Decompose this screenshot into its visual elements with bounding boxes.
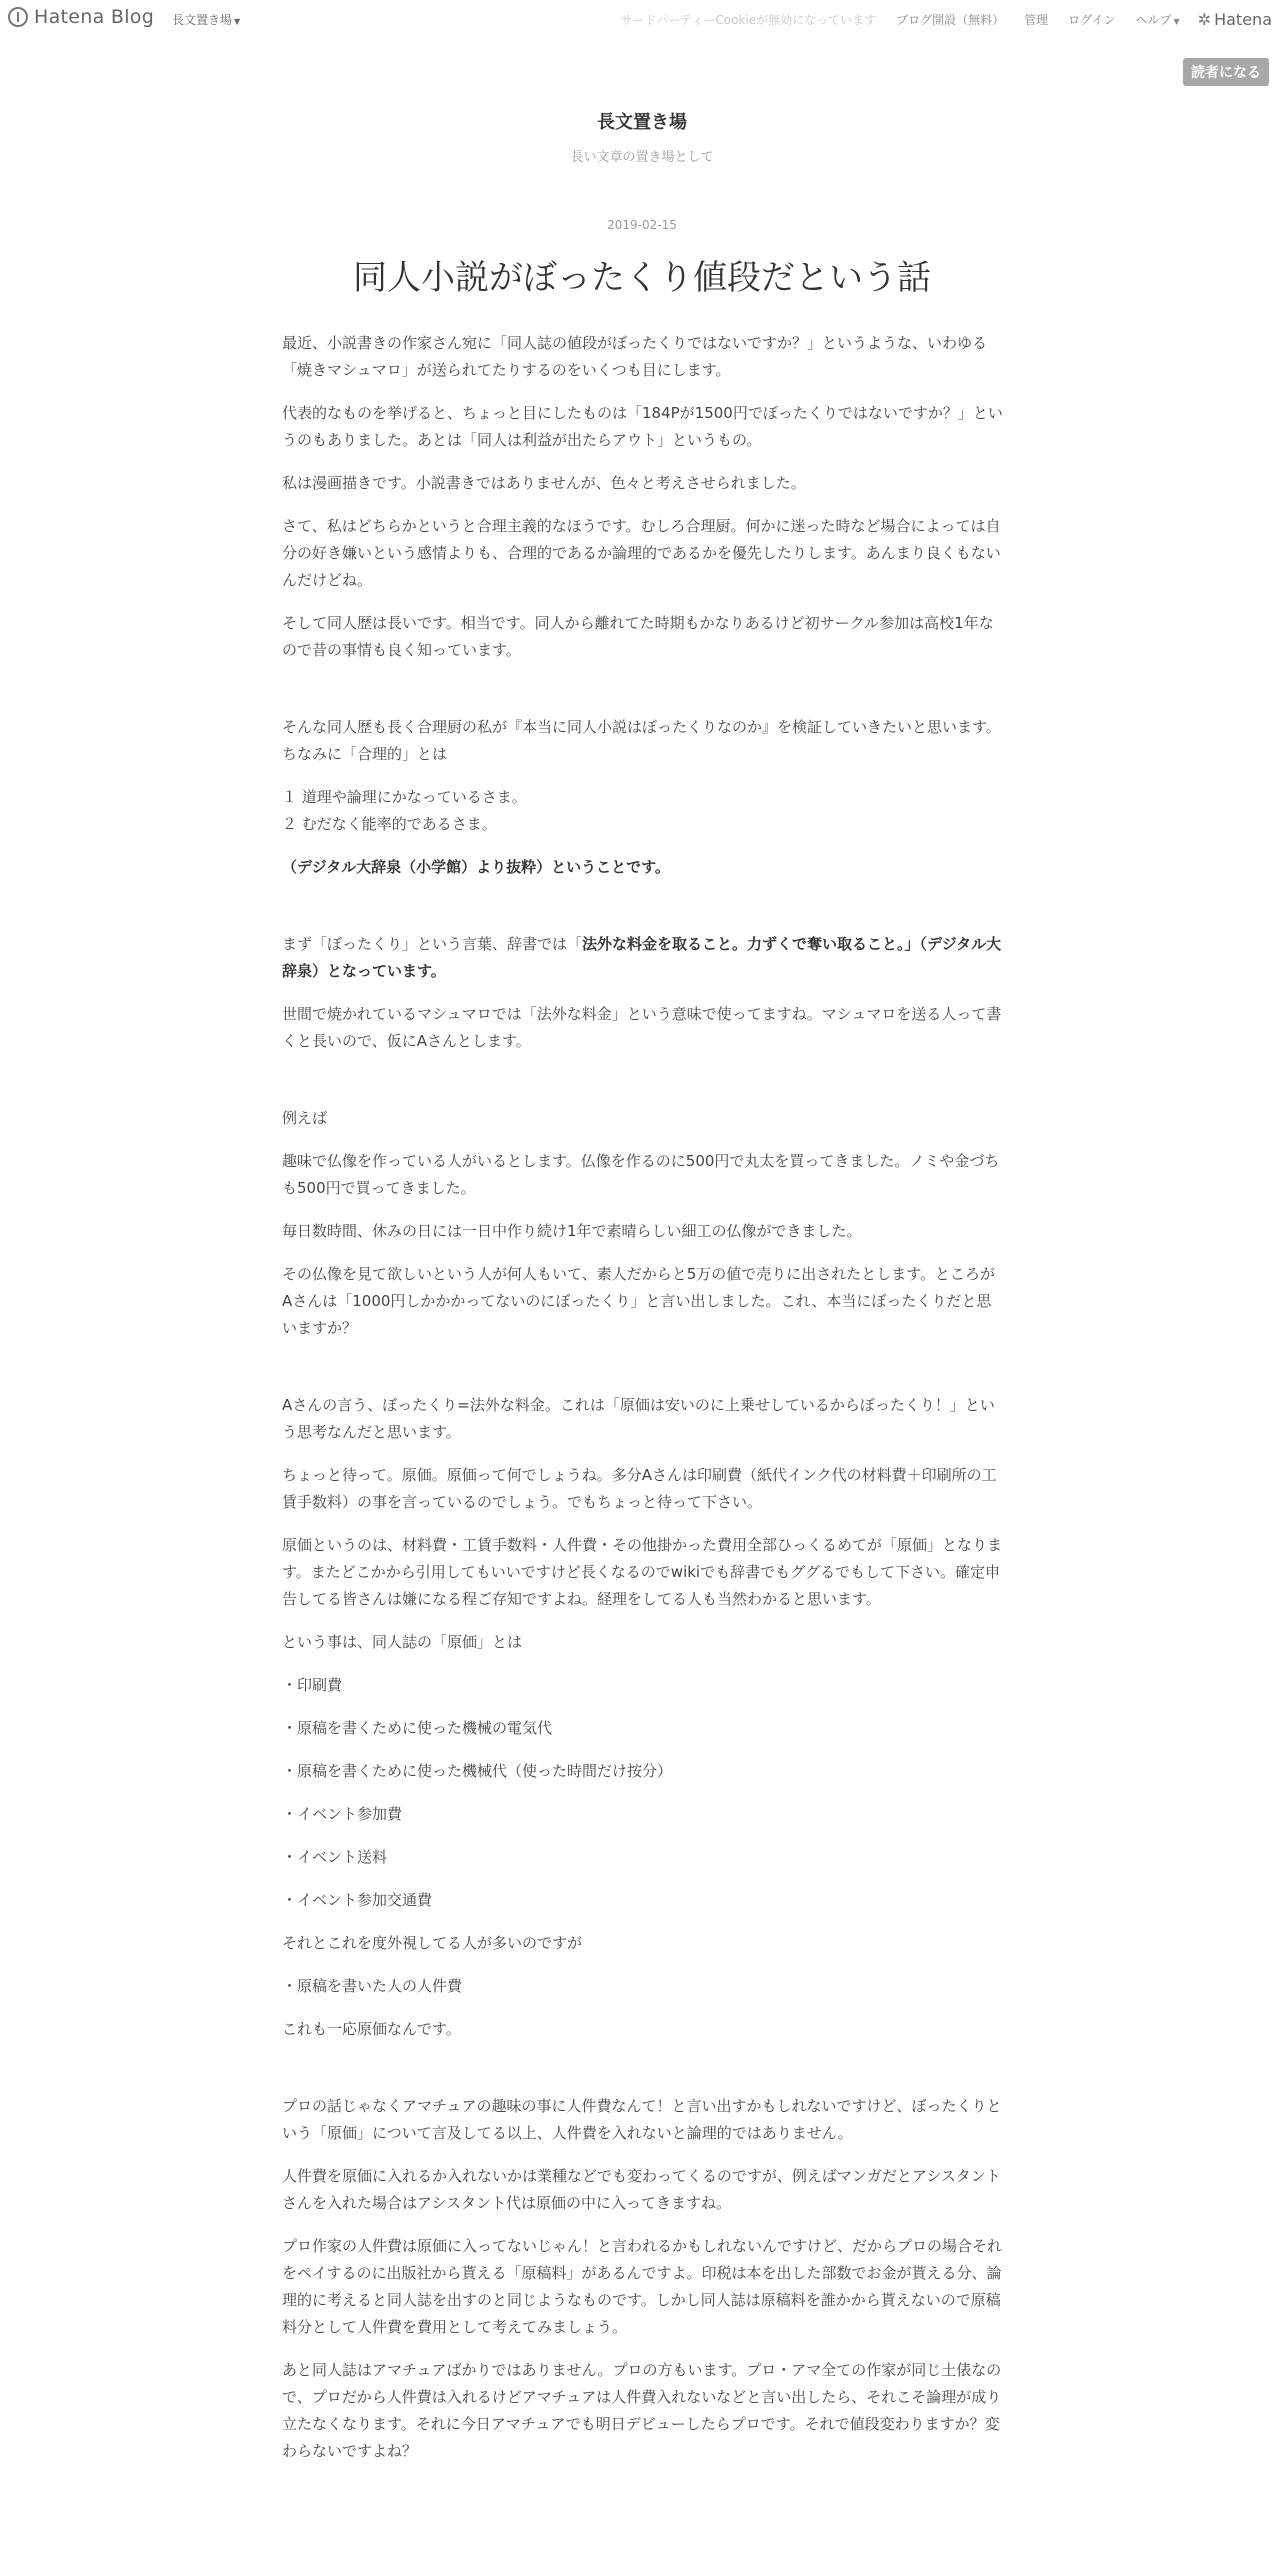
cookie-notice[interactable]: サードパーティーCookieが無効になっています [620, 13, 877, 27]
post-title[interactable]: 同人小説がぼったくり値段だという話 [353, 258, 931, 298]
brand-name: Hatena Blog [34, 6, 155, 28]
help-menu[interactable] [1136, 11, 1180, 28]
spacer [282, 1071, 1004, 1105]
blog-switcher[interactable] [172, 11, 240, 28]
hatena-link[interactable] [1198, 10, 1272, 29]
header-nav [601, 10, 1272, 29]
paragraph: という事は、同人誌の「原価」とは [282, 1633, 523, 1651]
emphasized-definition: 法外な料金を取ること。力ずくで奪い取ること。」（デジタル大辞泉）となっています。 [282, 935, 1002, 980]
paragraph: 最近、小説書きの作家さん宛に「同人誌の値段がぼったくりではないですか？」というような、いわゆる「焼きマシュマロ」が送られてたりするのをいくつも目にします。 [282, 334, 988, 379]
chevron-down-icon: ▼ [1173, 17, 1180, 26]
paragraph: それとこれを度外視してる人が多いのですが [282, 1934, 583, 1952]
list-item: ・原稿を書いた人の人件費 [282, 1977, 463, 1995]
paragraph: 私は漫画描きです。小説書きではありませんが、色々と考えさせられました。 [282, 474, 806, 492]
spacer [282, 897, 1004, 931]
hatena-blog-logo-icon [8, 7, 28, 27]
paragraph-text: まず「ぼったくり」という言葉、辞書では「 [282, 935, 583, 953]
paragraph: プロ作家の人件費は原価に入ってないじゃん！と言われるかもしれないんですけど、だからプロの場合それをペイするのに出版社から貰える「原稿料」があるんですよ。印税は本を出した部数でお金が貰える分、論理的に考えると同人誌を出すのと同じようなものです。しかし同人誌は原稿料を誰かから貰えないので原稿料分として人件費を費用として考えてみましょう。 [282, 2237, 1003, 2336]
blog-title[interactable]: 長文置き場 [597, 112, 687, 133]
spacer [282, 1358, 1004, 1392]
hatena-label: Hatena [1214, 10, 1272, 29]
list-item: ・イベント参加費 [282, 1805, 403, 1823]
spacer [282, 2059, 1004, 2093]
paragraph: 原価というのは、材料費・工賃手数料・人件費・その他掛かった費用全部ひっくるめてが「原価」となります。またどこかから引用してもいいですけど長くなるのでwikiでも辞書でもググるでもして下さい。確定申告してる皆さんは嫌になる程ご存知ですよね。経理をしてる人も当然わかると思います。 [282, 1536, 1003, 1608]
paragraph: そんな同人歴も長く合理厨の私が『本当に同人小説はぼったくりなのか』を検証していきたいと思います。ちなみに「合理的」とは [282, 718, 1001, 763]
paragraph: さて、私はどちらかというと合理主義的なほうです。むしろ合理厨。何かに迷った時など場合によっては自分の好き嫌いという感情よりも、合理的であるか論理的であるかを優先したりします。あんまり良くもないんだけどね。 [282, 517, 1001, 589]
paragraph: 毎日数時間、休みの日には一日中作り続け1年で素晴らしい細工の仏像ができました。 [282, 1222, 862, 1240]
list-item: ・イベント参加交通費 [282, 1891, 433, 1909]
paragraph: 人件費を原価に入れるか入れないかは業種などでも変わってくるのですが、例えばマンガだとアシスタントさんを入れた場合はアシスタント代は原価の中に入ってきますね。 [282, 2167, 1001, 2212]
post-date[interactable]: 2019-02-15 [607, 218, 677, 232]
subscribe-button[interactable]: 読者になる [1183, 58, 1269, 86]
paragraph: 趣味で仏像を作っている人がいるとします。仏像を作るのに500円で丸太を買ってきました。ノミや金づちも500円で買ってきました。 [282, 1152, 1000, 1197]
paragraph: プロの話じゃなくアマチュアの趣味の事に人件費なんて！と言い出すかもしれないですけど、ぼったくりという「原価」について言及してる以上、人件費を入れないと論理的ではありません。 [282, 2097, 1002, 2142]
spacer [282, 680, 1004, 714]
paragraph: Aさんの言う、ぼったくり=法外な料金。これは「原価は安いのに上乗せしているからぼったくり！」という思考なんだと思います。 [282, 1396, 995, 1441]
global-header [0, 0, 1284, 38]
paragraph: その仏像を見て欲しいという人が何人もいて、素人だからと5万の値で売りに出されたとします。ところがAさんは「1000円しかかかってないのにぼったくり」と言い出しました。これ、本当にぼったくりだと思いますか？ [282, 1265, 996, 1337]
citation: （デジタル大辞泉（小学館）より抜粋）ということです。 [282, 858, 670, 876]
definition-item: ２ むだなく能率的であるさま。 [282, 815, 497, 833]
paragraph: 代表的なものを挙げると、ちょっと目にしたものは「184Pが1500円でぼったくりではないですか？」というのもありました。あとは「同人は利益が出たらアウト」というもの。 [282, 404, 1003, 449]
definition-item: １ 道理や論理にかなっているさま。 [282, 788, 527, 806]
paragraph: これも一応原価なんです。 [282, 2020, 461, 2038]
hatena-blog-logo[interactable] [8, 6, 154, 28]
article-body [282, 330, 1004, 2481]
paragraph: ちょっと待って。原価。原価って何でしょうね。多分Aさんは印刷費（紙代インク代の材料費＋印刷所の工賃手数料）の事を言っているのでしょう。でもちょっと待って下さい。 [282, 1466, 997, 1511]
paragraph: あと同人誌はアマチュアばかりではありません。プロの方もいます。プロ・アマ全ての作家が同じ土俵なので、プロだから人件費は入れるけどアマチュアは人件費入れないなどと言い出したら、それこそ論理が成り立たなくなります。それに今日アマチュアでも明日デビューしたらプロです。それで値段変わりますか？変わらないですよね？ [282, 2361, 1002, 2460]
open-blog-link[interactable]: ブログ開設（無料） [896, 13, 1005, 27]
hatena-star-icon: ✲ [1197, 10, 1212, 29]
admin-link[interactable]: 管理 [1024, 13, 1049, 27]
chevron-down-icon: ▼ [234, 17, 241, 26]
paragraph [282, 931, 1004, 985]
list-item: ・イベント送料 [282, 1848, 388, 1866]
definition-list [282, 784, 1004, 838]
list-item: ・印刷費 [282, 1676, 343, 1694]
paragraph: 世間で焼かれているマシュマロでは「法外な料金」という意味で使ってますね。マシュマロを送る人って書くと長いので、仮にAさんとします。 [282, 1005, 1002, 1050]
help-menu-label: ヘルプ [1135, 13, 1172, 27]
list-item: ・原稿を書くために使った機械代（使った時間だけ按分） [282, 1762, 673, 1780]
paragraph: そして同人歴は長いです。相当です。同人から離れてた時期もかなりあるけど初サークル参加は高校1年なので昔の事情も良く知っています。 [282, 614, 994, 659]
paragraph: 例えば [282, 1109, 328, 1127]
blog-description: 長い文章の置き場として [570, 150, 714, 165]
list-item: ・原稿を書くために使った機械の電気代 [282, 1719, 553, 1737]
blog-switcher-label: 長文置き場 [172, 13, 233, 27]
login-link[interactable]: ログイン [1068, 13, 1116, 27]
